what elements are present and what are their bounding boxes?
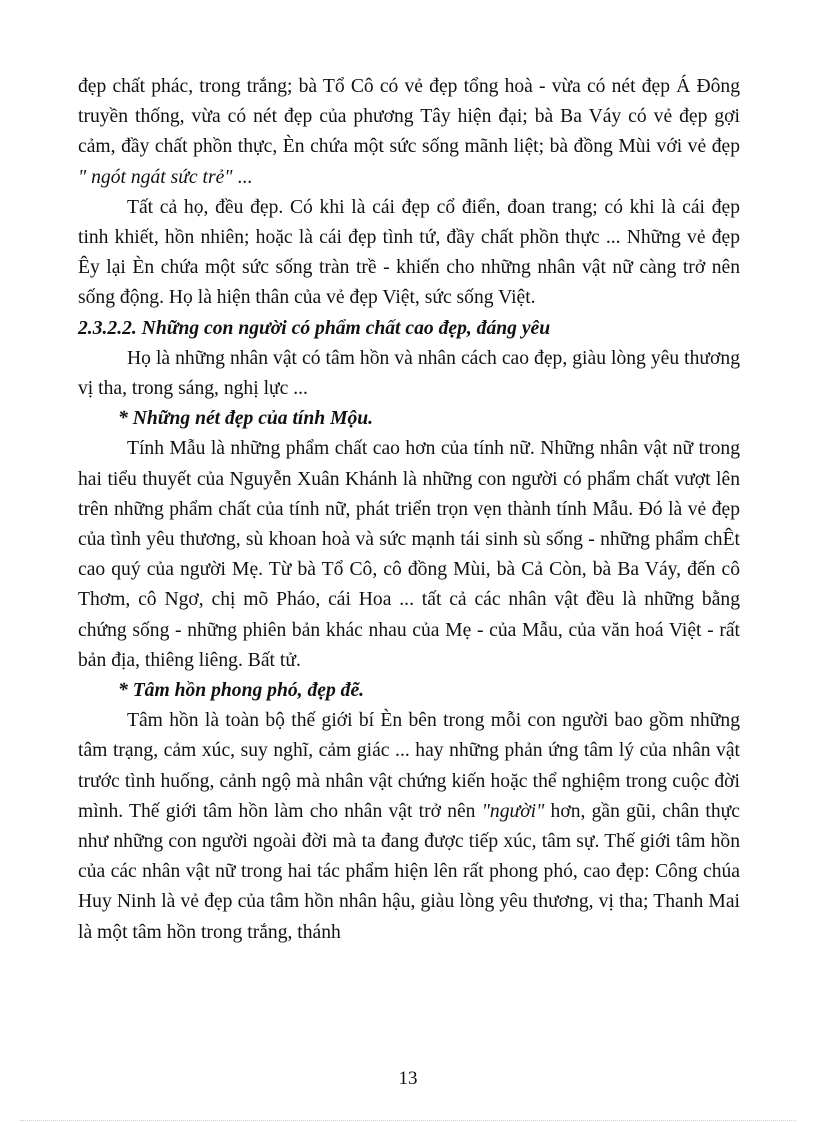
paragraph-2: Tất cả họ, đều đẹp. Có khi là cái đẹp cổ điển, đoan trang; có khi là cái đẹp tinh khiết, hồn nhiên; hoặc là cái đẹp tình tứ, đầy chất phồn thực ... Những vẻ đẹp Êy lại Èn chứa một sức sống tràn trề - khiến cho những nhân vật nữ càng trở nên sống động. Họ là hiện thân của vẻ đẹp Việt, sức sống Việt. [78,196,740,309]
footer-divider [20,1120,796,1121]
subheading-tinh-mau: * Những nét đẹp của tính Mộu. [118,408,374,430]
quote-ngot-ngat: " ngót ngát sức trẻ" [78,166,233,188]
quote-nguoi: "người" [481,800,545,822]
paragraph-3: Họ là những nhân vật có tâm hồn và nhân cách cao đẹp, giàu lòng yêu thương vị tha, trong sáng, nghị lực ... [78,347,740,400]
document-page [78,72,740,948]
paragraph-5: Tâm hồn là toàn bộ thế giới bí Èn bên trong mỗi con người bao gồm những tâm trạng, cảm xúc, suy nghĩ, cảm giác ... hay những phản ứng tâm lý của nhân vật trước tình huống, cảnh ngộ mà nhân vật chứng kiến hoặc thể nghiệm trong cuộc đời mình. Thế giới tâm hồn làm cho nhân vật trở nên "người" hơn, gần gũi, chân thực như những con người ngoài đời mà ta đang được tiếp xúc, tâm sự. Thế giới tâm hồn của các nhân vật nữ trong hai tác phẩm hiện lên rất phong phó, cao đẹp: Công chúa Huy Ninh là vẻ đẹp của tâm hồn nhân hậu, giàu lòng yêu thương, vị tha; Thanh Mai là một tâm hồn trong trắng, thánh [78,710,740,943]
section-heading: 2.3.2.2. Những con người có phẩm chất cao đẹp, đáng yêu [78,317,551,339]
subheading-tam-hon: * Tâm hồn phong phó, đẹp đẽ. [118,680,365,702]
paragraph-1: đẹp chất phác, trong trắng; bà Tổ Cô có vẻ đẹp tổng hoà - vừa có nét đẹp Á Đông truyền thống, vừa có nét đẹp của phương Tây hiện đại; bà Ba Váy có vẻ đẹp gợi cảm, đầy chất phồn thực, Èn chứa một sức sống mãnh liệt; bà đồng Mùi với vẻ đẹp " ngót ngát sức trẻ" ... [78,76,740,188]
page-number: 13 [398,1068,418,1089]
paragraph-4: Tính Mẫu là những phẩm chất cao hơn của tính nữ. Những nhân vật nữ trong hai tiểu thuyết của Nguyễn Xuân Khánh là những con người có phẩm chất vượt lên trên những phẩm chất của tính nữ, phát triển trọn vẹn thành tính Mẫu. Đó là vẻ đẹp của tình yêu thương, sù khoan hoà và sức mạnh tái sinh sù sống - những phẩm chÊt cao quý của người Mẹ. Từ bà Tổ Cô, cô đồng Mùi, bà Cả Còn, bà Ba Váy, đến cô Thơm, cô Ngơ, chị mõ Pháo, cái Hoa ... tất cả các nhân vật đều là những bằng chứng sống - những phiên bản khác nhau của Mẹ - của Mẫu, của văn hoá Việt - rất bản địa, thiêng liêng. Bất tử. [78,438,740,671]
